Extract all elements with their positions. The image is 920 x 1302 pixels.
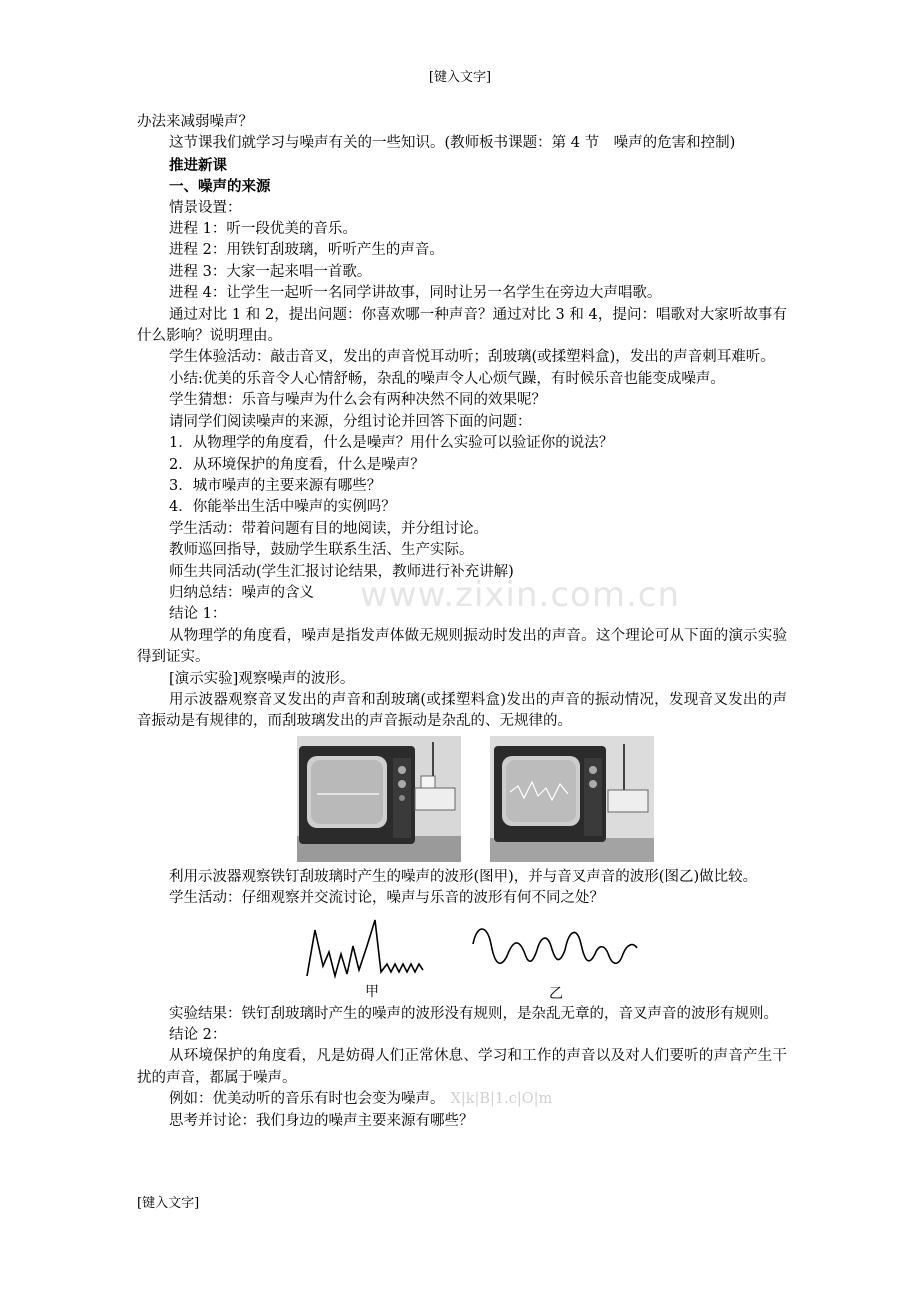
paragraph: 这节课我们就学习与噪声有关的一些知识。(教师板书课题：第 4 节 噪声的危害和控制) [169, 135, 736, 152]
paragraph: 从物理学的角度看，噪声是指发声体做无规则振动时发出的声音。这个理论可从下面的演示实验得到证实。 [137, 627, 787, 666]
paragraph: 学生体验活动：敲击音叉，发出的声音悦耳动听；刮玻璃(或揉塑料盒)，发出的声音刺耳难听。 [169, 349, 775, 366]
figure-label-jia: 甲 [365, 983, 379, 1000]
oscilloscope-photo-left [297, 736, 461, 862]
figure-label-yi: 乙 [549, 985, 563, 1002]
question-item: 3．城市噪声的主要来源有哪些？ [169, 477, 382, 494]
paragraph: 实验结果：铁钉刮玻璃时产生的噪声的波形没有规则，是杂乱无章的，音叉声音的波形有规则。 [169, 1005, 778, 1022]
oscilloscope-photo-right [490, 736, 654, 862]
waveform-diagram [137, 916, 787, 1004]
paragraph: 利用示波器观察铁钉刮玻璃时产生的噪声的波形(图甲)，并与音叉声音的波形(图乙)做比较。 [169, 868, 758, 885]
paragraph: 进程 4：让学生一起听一名同学讲故事，同时让另一名学生在旁边大声唱歌。 [169, 285, 662, 302]
paragraph: 进程 2：用铁钉刮玻璃，听听产生的声音。 [169, 242, 444, 259]
subsection-heading: 一、噪声的来源 [169, 178, 271, 196]
faint-watermark-text: X|k|B|1.c|O|m [450, 1091, 553, 1108]
tuning-fork-waveform [473, 929, 637, 963]
section-heading: 推进新课 [169, 156, 227, 174]
paragraph: 小结:优美的乐音令人心情舒畅，杂乱的噪声令人心烦气躁，有时候乐音也能变成噪声。 [169, 370, 725, 387]
paragraph: 通过对比 1 和 2，提出问题：你喜欢哪一种声音？通过对比 3 和 4，提问：唱歌对大家听故事有什么影响？说明理由。 [137, 306, 787, 345]
paragraph: 情景设置： [169, 199, 242, 216]
paragraph: 用示波器观察音叉发出的声音和刮玻璃(或揉塑料盒)发出的声音的振动情况，发现音叉发出的声音振动是有规律的，而刮玻璃发出的声音振动是杂乱的、无规律的。 [137, 691, 787, 730]
oscilloscope-photos [137, 736, 787, 864]
paragraph: 从环境保护的角度看，凡是妨碍人们正常休息、学习和工作的声音以及对人们要听的声音产生干扰的声音，都属于噪声。 [137, 1048, 787, 1086]
paragraph: [演示实验]观察噪声的波形。 [169, 670, 355, 687]
paragraph: 思考并讨论：我们身边的噪声主要来源有哪些？ [169, 1112, 474, 1129]
document-body [137, 112, 787, 1132]
paragraph: 师生共同活动(学生汇报讨论结果，教师进行补充讲解) [169, 563, 514, 580]
paragraph: 进程 1：听一段优美的音乐。 [169, 221, 357, 238]
paragraph: 办法来减弱噪声？ [137, 114, 253, 130]
paragraph: 归纳总结：噪声的含义 [169, 584, 314, 601]
paragraph: 学生猜想：乐音与噪声为什么会有两种决然不同的效果呢？ [169, 392, 546, 409]
paragraph-text: 例如：优美动听的音乐有时也会变为噪声。 [169, 1091, 445, 1108]
page-header: [键入文字] [428, 70, 492, 85]
question-item: 4．你能举出生活中噪声的实例吗？ [169, 499, 396, 516]
paragraph [137, 1089, 787, 1110]
paragraph: 结论 1： [169, 606, 227, 623]
question-item: 1．从物理学的角度看，什么是噪声？用什么实验可以验证你的说法？ [169, 435, 614, 452]
paragraph: 学生活动：带着问题有目的地阅读，并分组讨论。 [169, 520, 488, 537]
paragraph: 请同学们阅读噪声的来源，分组讨论并回答下面的问题： [169, 413, 532, 430]
waveform-figure [137, 916, 787, 1004]
paragraph: 教师巡回指导，鼓励学生联系生活、生产实际。 [169, 542, 474, 559]
paragraph: 进程 3：大家一起来唱一首歌。 [169, 263, 372, 280]
noise-waveform [307, 920, 423, 976]
question-item: 2．从环境保护的角度看，什么是噪声？ [169, 456, 425, 473]
tv-oscilloscope-image [490, 736, 654, 862]
paragraph: 结论 2： [169, 1027, 227, 1043]
page-footer: [键入文字] [137, 1196, 200, 1211]
watermark: www.zixin.com.cn [360, 575, 680, 615]
paragraph: 学生活动：仔细观察并交流讨论，噪声与乐音的波形有何不同之处？ [169, 890, 604, 907]
tv-oscilloscope-image [297, 736, 461, 862]
